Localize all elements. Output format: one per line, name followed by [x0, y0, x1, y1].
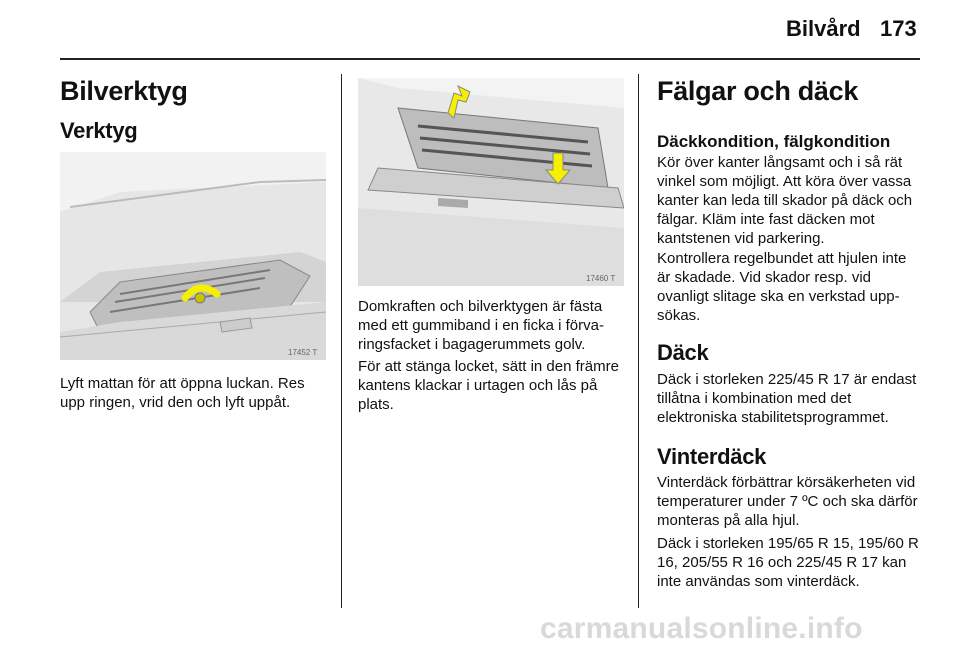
subheading-vinterdack: Vinterdäck [657, 444, 767, 469]
middle-paragraph-1: Domkraften och bilverktygen är fästa med ett gummiband i en ficka i förva- ringsfacket i bagagerummets golv. [358, 298, 604, 353]
subheading-dackkondition: Däckkondition, fälgkondition [657, 132, 891, 151]
subheading-verktyg: Verktyg [60, 118, 138, 143]
section-heading-falgar-och-dack: Fälgar och däck [657, 76, 859, 106]
subheading-dack: Däck [657, 340, 709, 365]
section-heading-bilverktyg: Bilverktyg [60, 76, 188, 106]
figure-number: 17452 T [288, 348, 318, 357]
right-paragraph-4: Vinterdäck förbättrar körsäkerheten vid temperaturer under 7 ºC och ska därför monteras på alla hjul. [657, 474, 918, 529]
page-header-title: Bilvård [786, 16, 861, 41]
right-paragraph-2: Kontrollera regelbundet att hjulen inte är skadade. Vid skador resp. vid ovanligt slitage ska en verkstad upp- sökas. [657, 250, 907, 324]
jack-compartment-illustration [358, 78, 624, 286]
tools-compartment-illustration [60, 152, 326, 360]
jack-storage-drawing [358, 78, 624, 286]
trunk-floor-drawing [60, 152, 326, 360]
right-paragraph-1: Kör över kanter långsamt och i så rät vinkel som möjligt. Att köra över vassa kanter kan leda till skador på däck och fälgar. Kläm inte fast däcken mot kantstenen vid parkering. [657, 154, 913, 247]
left-paragraph: Lyft mattan för att öppna luckan. Res upp ringen, vrid den och lyft uppåt. [60, 375, 305, 411]
middle-paragraph-2: För att stänga locket, sätt in den främre kantens klackar i urtagen och lås på plats. [358, 358, 619, 413]
column-divider-2 [638, 74, 639, 608]
figure-number: 17460 T [586, 274, 616, 283]
right-paragraph-3: Däck i storleken 225/45 R 17 är endast tillåtna i kombination med det elektroniska stabilitetsprogrammet. [657, 371, 917, 426]
page-number: 173 [880, 16, 917, 41]
header-divider [60, 58, 920, 60]
column-divider-1 [341, 74, 342, 608]
watermark: carmanualsonline.info [540, 612, 863, 645]
right-paragraph-5: Däck i storleken 195/65 R 15, 195/60 R 16, 205/55 R 16 och 225/45 R 17 kan inte användas som vinterdäck. [657, 535, 919, 590]
